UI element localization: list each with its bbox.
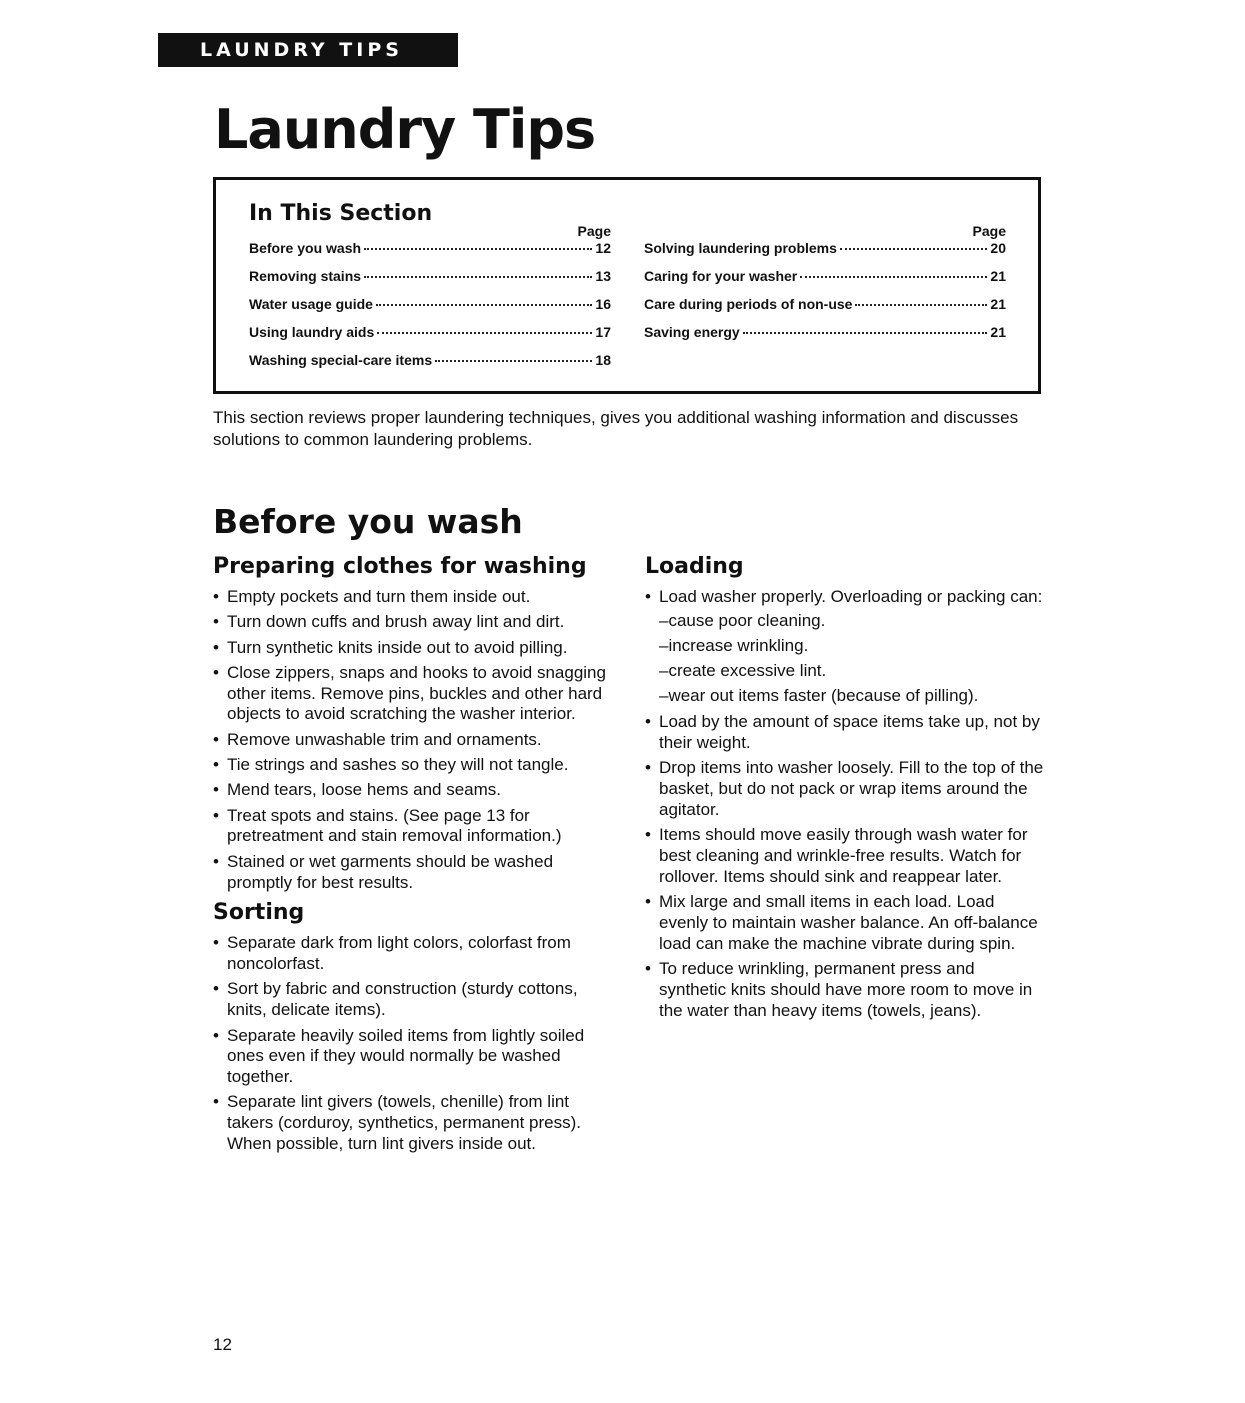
toc-entry-label: Saving energy — [644, 324, 740, 340]
toc-entry-label: Using laundry aids — [249, 324, 375, 340]
list-item: • Tie strings and sashes so they will not tangle. — [213, 755, 613, 776]
list-item: • Treat spots and stains. (See page 13 for pretreatment and stain removal information.) — [213, 806, 613, 848]
toc-left-column — [249, 222, 611, 380]
right-column — [645, 553, 1045, 1026]
list-item: • Load by the amount of space items take up, not by their weight. — [645, 712, 1045, 754]
list-item: • Turn down cuffs and brush away lint and dirt. — [213, 612, 613, 633]
list-item: • Items should move easily through wash water for best cleaning and wrinkle-free results. Watch for rollover. Items should sink and reappear later. — [645, 825, 1045, 887]
toc-entry[interactable] — [249, 296, 611, 324]
toc-leader-dots — [800, 276, 987, 278]
toc-right-column — [644, 222, 1006, 352]
toc-entry-label: Care during periods of non-use — [644, 296, 853, 312]
toc-entry-label: Washing special-care items — [249, 352, 433, 368]
sorting-list — [213, 933, 613, 1154]
list-item: • Mix large and small items in each load. Load evenly to maintain washer balance. An off-balance load can make the machine vibrate during spin. — [645, 892, 1045, 954]
loading-list — [645, 587, 1045, 1021]
toc-entry[interactable] — [249, 268, 611, 296]
loading-heading: Loading — [645, 554, 744, 579]
toc-page-label: Page — [577, 223, 611, 239]
list-item: • Separate heavily soiled items from lightly soiled ones even if they would normally be washed together. — [213, 1026, 613, 1088]
preparing-heading: Preparing clothes for washing — [213, 554, 587, 579]
toc-entry[interactable] — [249, 352, 611, 380]
toc-entry-page: 20 — [990, 240, 1006, 256]
preparing-list — [213, 587, 613, 893]
list-item: • Close zippers, snaps and hooks to avoid snagging other items. Remove pins, buckles and other hard objects to avoid scratching the washer interior. — [213, 663, 613, 725]
toc-entry[interactable] — [644, 296, 1006, 324]
toc-entry-label: Solving laundering problems — [644, 240, 837, 256]
toc-entry-label: Caring for your washer — [644, 268, 798, 284]
list-item: • To reduce wrinkling, permanent press and synthetic knits should have more room to move in the water than heavy items (towels, jeans). — [645, 959, 1045, 1021]
toc-entry-page: 18 — [595, 352, 611, 368]
list-item: • Sort by fabric and construction (sturdy cottons, knits, delicate items). — [213, 979, 613, 1021]
toc-entry-page: 17 — [595, 324, 611, 340]
sorting-heading: Sorting — [213, 900, 305, 926]
toc-leader-dots — [855, 304, 987, 306]
toc-entry-label: Before you wash — [249, 240, 362, 256]
toc-entry-label: Water usage guide — [249, 296, 373, 312]
loading-first-item: Load washer properly. Overloading or packing can: — [659, 587, 1043, 606]
sub-item: –increase wrinkling. — [659, 635, 809, 655]
toc-leader-dots — [743, 332, 987, 334]
list-item: • Mend tears, loose hems and seams. — [213, 780, 613, 801]
toc-entry[interactable] — [644, 268, 1006, 296]
toc-entry[interactable] — [249, 324, 611, 352]
list-item — [645, 587, 1045, 708]
page-number: 12 — [213, 1335, 232, 1354]
toc-leader-dots — [364, 248, 592, 250]
toc-leader-dots — [376, 304, 592, 306]
toc-entry[interactable] — [644, 324, 1006, 352]
list-item: • Empty pockets and turn them inside out. — [213, 587, 613, 608]
toc-leader-dots — [377, 332, 592, 334]
list-item: • Separate dark from light colors, colorfast from noncolorfast. — [213, 933, 613, 975]
list-item: • Remove unwashable trim and ornaments. — [213, 730, 613, 751]
left-column — [213, 553, 613, 1159]
section-header-label: LAUNDRY TIPS — [200, 39, 403, 61]
list-item: • Separate lint givers (towels, chenille) from lint takers (corduroy, synthetics, permanent press). When possible, turn lint givers inside out. — [213, 1092, 613, 1154]
list-item: • Drop items into washer loosely. Fill to the top of the basket, but do not pack or wrap items around the agitator. — [645, 758, 1045, 820]
section-title: Before you wash — [213, 502, 523, 541]
toc-leader-dots — [840, 248, 987, 250]
sub-item: –create excessive lint. — [659, 660, 827, 680]
toc-entry[interactable] — [644, 240, 1006, 268]
toc-entry-label: Removing stains — [249, 268, 362, 284]
toc-heading: In This Section — [249, 201, 433, 226]
toc-entry-page: 21 — [990, 268, 1006, 284]
in-this-section-box — [213, 177, 1041, 394]
toc-entry-page: 16 — [595, 296, 611, 312]
toc-leader-dots — [364, 276, 592, 278]
section-header-bar — [158, 33, 458, 67]
sub-item: –wear out items faster (because of pilling). — [659, 685, 979, 705]
list-item: • Stained or wet garments should be washed promptly for best results. — [213, 852, 613, 894]
toc-entry-page: 12 — [595, 240, 611, 256]
toc-entry-page: 13 — [595, 268, 611, 284]
toc-entry[interactable] — [249, 240, 611, 268]
toc-entry-page: 21 — [990, 324, 1006, 340]
list-item: • Turn synthetic knits inside out to avoid pilling. — [213, 638, 613, 659]
toc-page-label: Page — [972, 223, 1006, 239]
intro-paragraph: This section reviews proper laundering techniques, gives you additional washing information and discusses solutions to common laundering problems. — [213, 408, 1019, 449]
toc-leader-dots — [435, 360, 592, 362]
toc-entry-page: 21 — [990, 296, 1006, 312]
sub-item: –cause poor cleaning. — [659, 610, 826, 630]
page-title: Laundry Tips — [214, 98, 596, 161]
